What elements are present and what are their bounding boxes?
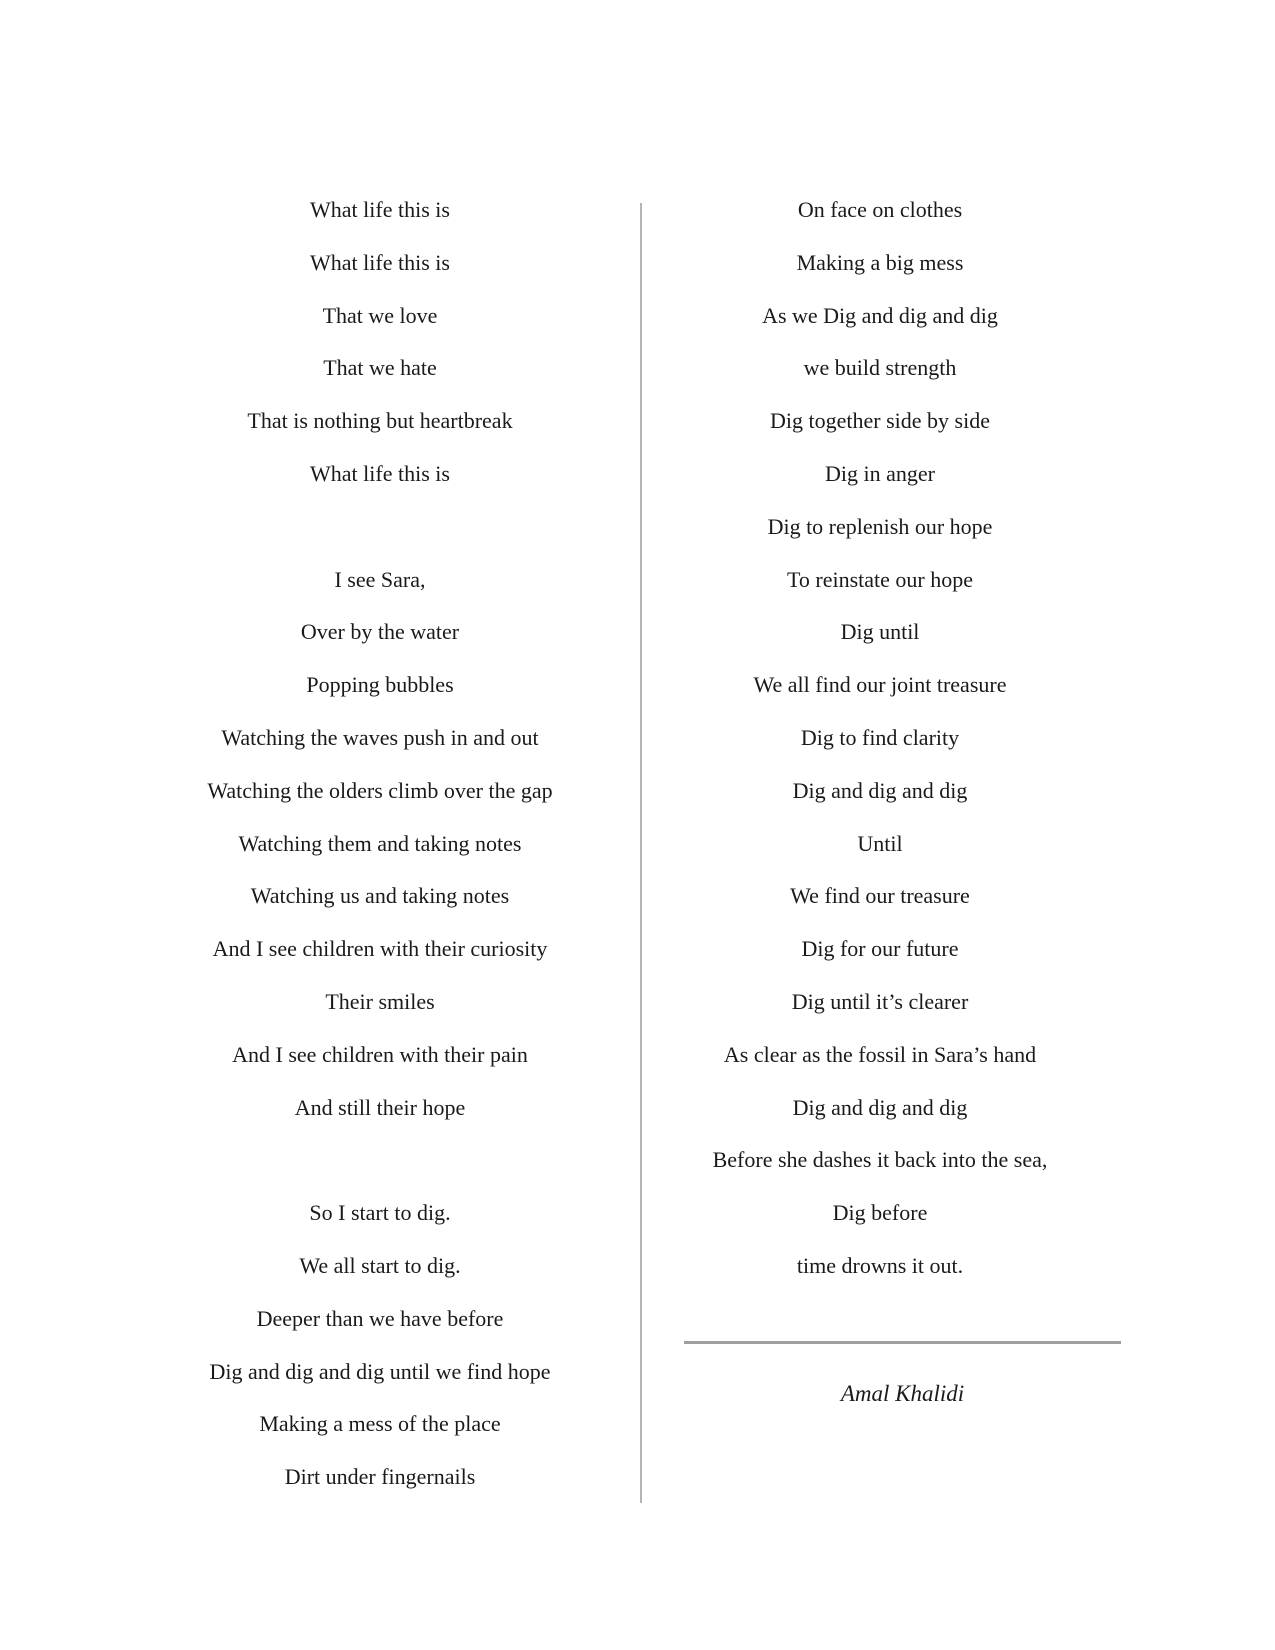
signature-divider xyxy=(684,1341,1121,1344)
author-name: Amal Khalidi xyxy=(840,1381,965,1406)
poem-line: What life this is xyxy=(310,249,450,275)
poem-line: Deeper than we have before xyxy=(256,1305,504,1331)
poem-line: We all start to dig. xyxy=(299,1252,461,1278)
poem-line: Over by the water xyxy=(300,619,460,645)
stanza-1 xyxy=(170,196,590,488)
poem-line: Until xyxy=(857,830,903,856)
poem-line: Watching us and taking notes xyxy=(250,883,510,909)
poem-line: We all find our joint treasure xyxy=(753,672,1007,698)
poem-line: Popping bubbles xyxy=(306,672,454,698)
poem-line: Making a mess of the place xyxy=(259,1411,501,1437)
stanza-break xyxy=(170,1146,590,1199)
poem-line: And I see children with their pain xyxy=(232,1041,528,1067)
poem-line: On face on clothes xyxy=(797,197,963,222)
stanza-break xyxy=(170,513,590,566)
poem-line: And I see children with their curiosity xyxy=(212,936,548,962)
poem-line: Watching them and taking notes xyxy=(238,830,522,856)
poem-line: Dig and dig and dig xyxy=(792,777,968,803)
poem-line: What life this is xyxy=(310,197,450,222)
stanza-3 xyxy=(170,1199,590,1491)
poem-line: Dig together side by side xyxy=(770,408,990,434)
poem-line: What life this is xyxy=(310,460,450,486)
poem-line: I see Sara, xyxy=(334,566,426,592)
poem-line: We find our treasure xyxy=(790,883,970,909)
poem-line: Dig for our future xyxy=(801,936,959,962)
poem-line: Watching the olders climb over the gap xyxy=(207,777,553,803)
poem-line: Dig to replenish our hope xyxy=(767,513,993,539)
poem-line: And still their hope xyxy=(294,1094,466,1120)
poem-line: That we hate xyxy=(323,355,437,381)
left-column xyxy=(170,196,590,1516)
poem-line: Dig in anger xyxy=(825,460,935,486)
poem-line: Dig and dig and dig until we find hope xyxy=(209,1358,551,1384)
poem-line: Watching the waves push in and out xyxy=(221,724,539,750)
poem-line: Dig before xyxy=(832,1200,928,1226)
right-column xyxy=(670,196,1090,1305)
poem-line: Dig to find clarity xyxy=(800,724,960,750)
poem-line: Dig until it’s clearer xyxy=(791,988,969,1014)
poem-line: As we Dig and dig and dig xyxy=(762,302,998,328)
poem-line: To reinstate our hope xyxy=(786,566,973,592)
poem-line: That we love xyxy=(322,302,438,328)
poem-line: So I start to dig. xyxy=(309,1200,451,1226)
poem-line: That is nothing but heartbreak xyxy=(247,408,513,434)
poem-line: Their smiles xyxy=(325,988,435,1014)
poem-line: Dig and dig and dig xyxy=(792,1094,968,1120)
poem-line: time drowns it out. xyxy=(796,1252,964,1278)
poem-line: we build strength xyxy=(803,355,957,381)
poem-line: Dirt under fingernails xyxy=(284,1464,476,1490)
column-divider xyxy=(640,203,642,1503)
stanza-2 xyxy=(170,566,590,1122)
poem-line: Dig until xyxy=(840,619,920,645)
poem-line: As clear as the fossil in Sara’s hand xyxy=(723,1041,1037,1067)
poem-line: Before she dashes it back into the sea, xyxy=(712,1147,1048,1173)
poem-line: Making a big mess xyxy=(796,249,964,275)
